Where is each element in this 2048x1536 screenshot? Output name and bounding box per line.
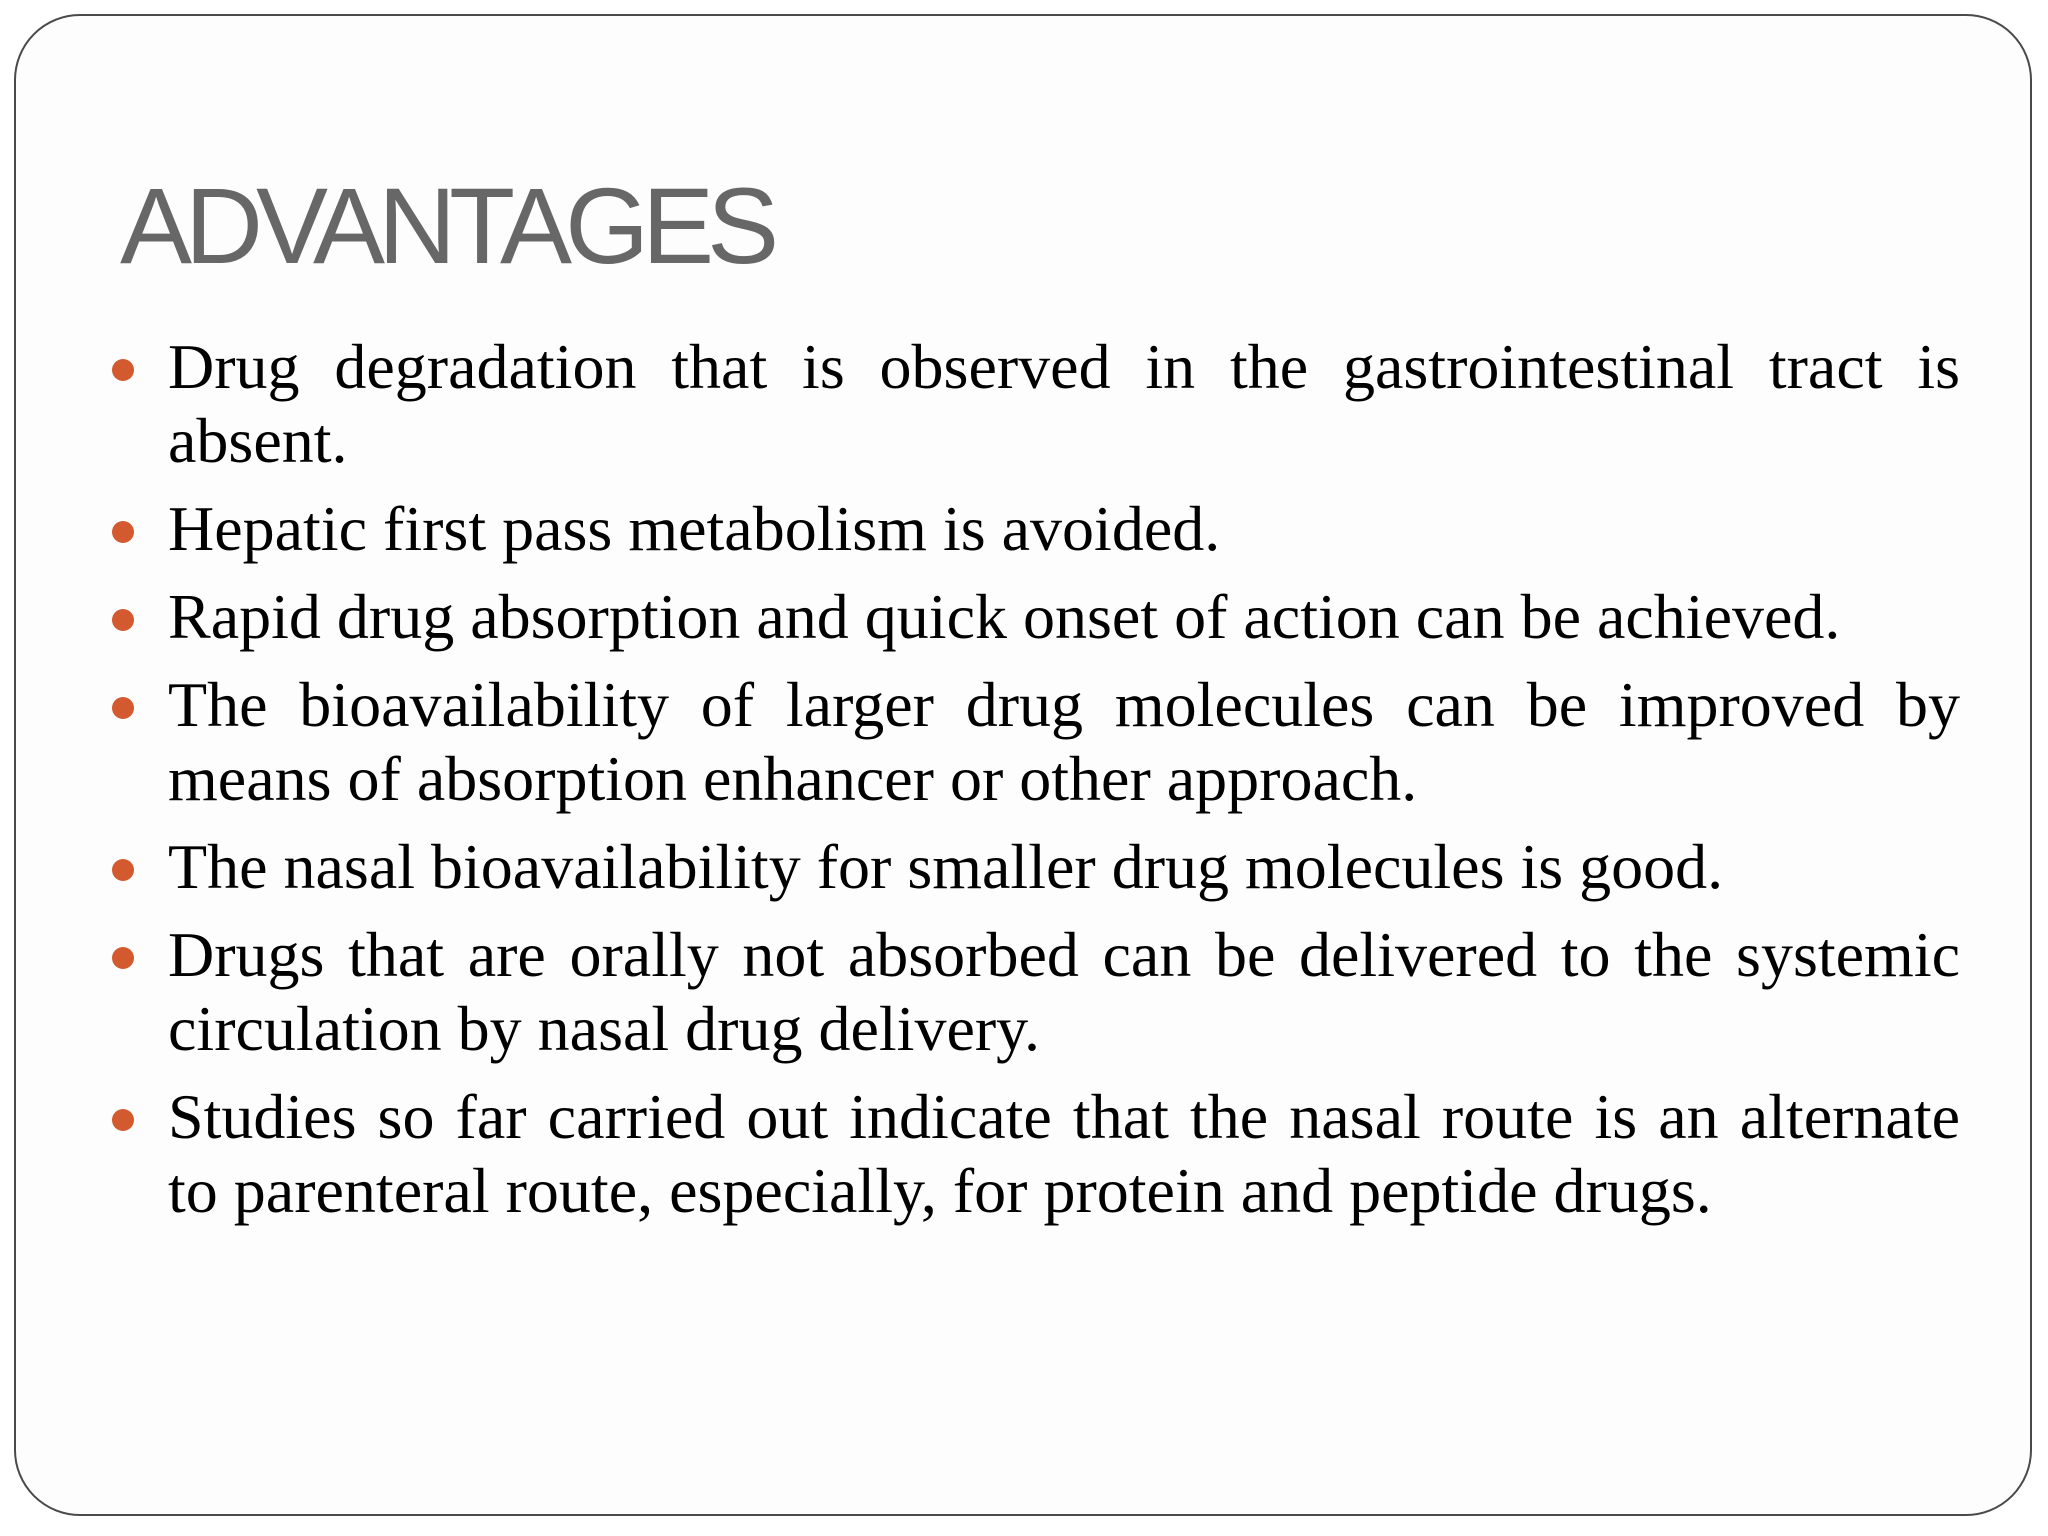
bullet-text: Drug degradation that is observed in the gastrointestinal tract is absent. — [168, 331, 1960, 476]
bullet-text: Drugs that are orally not absorbed can be delivered to the systemic circulation by nasal drug delivery. — [168, 919, 1960, 1064]
bullet-text: Hepatic first pass metabolism is avoided. — [168, 493, 1221, 564]
bullet-dot-icon — [112, 1109, 134, 1131]
bullet-dot-icon — [112, 359, 134, 381]
list-item — [112, 668, 1960, 816]
list-item — [112, 580, 1960, 654]
bullet-text: The bioavailability of larger drug molecules can be improved by means of absorption enhancer or other approach. — [168, 669, 1960, 814]
bullet-text: Rapid drug absorption and quick onset of action can be achieved. — [168, 581, 1841, 652]
list-item — [112, 492, 1960, 566]
list-item — [112, 918, 1960, 1066]
bullet-dot-icon — [112, 947, 134, 969]
bullet-list — [112, 330, 1960, 1242]
bullet-dot-icon — [112, 521, 134, 543]
list-item — [112, 330, 1960, 478]
bullet-dot-icon — [112, 697, 134, 719]
list-item — [112, 1080, 1960, 1228]
bullet-text: Studies so far carried out indicate that the nasal route is an alternate to parenteral route, especially, for protein and peptide drugs. — [168, 1081, 1960, 1226]
slide-title: ADVANTAGES — [120, 165, 773, 286]
list-item — [112, 830, 1960, 904]
bullet-text: The nasal bioavailability for smaller drug molecules is good. — [168, 831, 1724, 902]
bullet-dot-icon — [112, 859, 134, 881]
bullet-dot-icon — [112, 609, 134, 631]
